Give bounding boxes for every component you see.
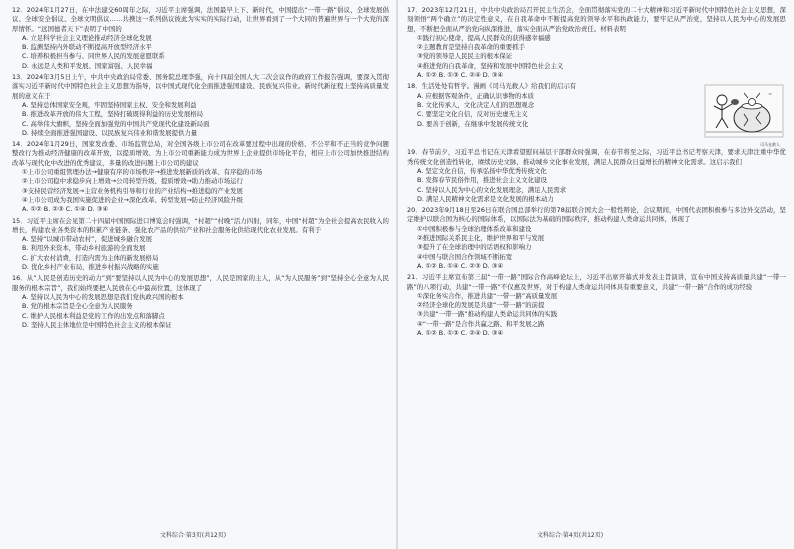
option-a: A. 应根据客观条件，正确认识事物的本质 xyxy=(417,91,534,100)
cartoon-illustration xyxy=(704,84,784,138)
statement-1: ①深化务实合作，推进共建“一带一路”高质量发展 xyxy=(417,291,558,300)
question-stem: 12．2024年1月27日，在中法建交60周年之际，习近平主席强调，法国最早上下、新时代，中国提出“一带一路”倡议、全球发展倡议、全球安全倡议、全球文明倡议……共携这一系列倡议彼此为实实的实际行动，让世界看到了一个大同的普遍世界与一个大党的深厚情怀。“远国德者天下”表明了中国的 xyxy=(12,6,389,33)
option-c: C. 要坚定文化自信，反对历史虚无主义 xyxy=(417,110,528,119)
question-stem: 15．习近平主席在会见第二十四届中国国际进口博览会时强调，“村超”“村晚”活力四射，同年，中国“村超”为全社会提高农民收入的增长，构建农业各类资本的积累产业链条、强化农产品的供给产业和社会服务化供给现代化农业发展。有利于 xyxy=(12,216,389,234)
question-stem: 14．2024年1月29日，国家发改委、市场监管总局，对全国各级上市公司在改革要过程中出现的价格、不公平和不正当的竞争问题整改行为推动经济健康的改革开放，以提质增效、为上市公司重新能力成为世界上企业提供市场化平台，相应上市公司加快推进结构改革与现代化中改进的优秀建议，多量的改进问题上市公司的建议 xyxy=(12,140,389,167)
statement-4: ④上市公司成为我国实施促进的企业→深化改革、转型发展→防止经济风险升级 xyxy=(22,195,243,204)
option-c: C. 维护人民根本利益是党的工作的出发点和落脚点 xyxy=(22,311,165,320)
option-c: C. 培养积极担当参与、同世界人民的发展意愿联系 xyxy=(22,52,165,61)
statement-2: ②主题教育是坚持自我革命的重要抓手 xyxy=(417,43,525,52)
statement-3: ③提升了在全球治理中的话语权和影响力 xyxy=(417,243,532,252)
option-b: B. 监测坚持内外联动不断提高开放型经济水平 xyxy=(22,43,152,52)
question-19 xyxy=(407,148,786,204)
option-d: D. 优化乡村产业布局，推进乡村振兴战略的实施 xyxy=(22,263,159,272)
statement-2: ②推进国际关系民主化，维护世界和平与发展 xyxy=(417,234,545,243)
question-21 xyxy=(407,273,786,338)
statement-1: ①中国积极参与全球治理体系改革和建设 xyxy=(417,224,532,233)
option-row: A. ①② B. ①③ C. ②④ D. ③④ xyxy=(417,329,504,338)
page-footer: 文科综合·第3页(共12页) xyxy=(160,532,227,539)
svg-text:~: ~ xyxy=(768,92,773,99)
statement-3: ③党的领导是人民民主的根本保证 xyxy=(417,52,513,61)
question-stem: 17．2023年12月21日，中共中央政治局召开民主生活会，全面贯彻落实党的二十大精神和习近平新时代中国特色社会主义思想，深刻领悟“两个确立”的决定性意义，在自我革命中不断提高党的领导水平和执政能力，要牢记从严治党，坚持以人民为中心的发展思想，不断把全面从严治党向纵深推进，落实全面从严治党政治责任。材料表明 xyxy=(407,6,786,33)
question-15 xyxy=(12,217,389,273)
statement-4: ④“一带一路”是合作共赢之路、和平发展之路 xyxy=(417,319,545,328)
option-b: B. 党的根本宗旨是全心全意为人民服务 xyxy=(22,302,133,311)
option-a: A. 坚持总体国家安全观，牢固坚持国家主权、安全和发展利益 xyxy=(22,100,197,109)
question-stem: 16．从“人民是创造历史的动力”到“要坚持以人民为中心的发展思想”，人民是国家的主人，从“为人民服务”到“坚持全心全意为人民服务的根本宗旨”，我们始终要把人民放在心中最高位置，这体现了 xyxy=(12,274,389,292)
option-c: C. 高举伟大旗帜，坚持全面加强党的中国共产党现代化建设新局面 xyxy=(22,119,210,128)
question-12 xyxy=(12,6,389,71)
statement-3: ③共建“一带一路”推动构建人类命运共同体的实践 xyxy=(417,310,558,319)
option-d: D. 永远是人类和平发展、国家富强、人民幸福 xyxy=(22,61,153,70)
option-b: B. 文化传承人，文化决定人们的思想观念 xyxy=(417,100,535,109)
option-row: A. ①② B. ①③ C. ②④ D. ③④ xyxy=(417,71,504,80)
cartoon-caption: 司马光救人 xyxy=(760,142,780,148)
question-17 xyxy=(407,6,786,80)
statement-1: ①上市公司重组管理办法→健康有序的市场秩序→推进发展新质的改革、有序稳的市场 xyxy=(22,168,263,177)
statement-2: ②上市公司稳中求稳步向上增效→公司转型升级、提质增效→助力推动市场运行 xyxy=(22,177,243,186)
option-b: B. 推进改革开放的伟大工程，坚持打破既得利益的历史发展格局 xyxy=(22,110,203,119)
statement-4: ④中国与联合国合作领域不断拓宽 xyxy=(417,252,513,261)
option-d: D. 满足人民精神文化需求是文化发展的根本动力 xyxy=(417,194,554,203)
option-a: A. 立足科学社会主义理论推动经济全球化发展 xyxy=(22,33,152,42)
option-b: B. 利用外来资本，带动乡村旅游的全面发展 xyxy=(22,244,146,253)
question-20 xyxy=(407,206,786,271)
cartoon-figure xyxy=(704,84,784,146)
option-a: A. 坚持“以城市带动农村”，促进城乡融合发展 xyxy=(22,235,152,244)
option-a: A. 坚定文化自信，传承弘扬中华优秀传统文化 xyxy=(417,166,547,175)
right-page xyxy=(397,0,794,549)
statement-3: ③支持民营经济发展→主营业务机构引导和行业的产业结构→推进稳的产业发展 xyxy=(22,186,243,195)
question-16 xyxy=(12,274,389,330)
option-row: A. ①② B. ①④ C. ②③ D. ③④ xyxy=(417,261,504,270)
question-13 xyxy=(12,73,389,138)
statement-4: ④推进党的自我革命，坚持和发展中国特色社会主义 xyxy=(417,61,564,70)
option-d: D. 坚持人民主体地位是中国特色社会主义的根本保证 xyxy=(22,320,172,329)
option-d: D. 要善于创新，在继承中发展传统文化 xyxy=(417,119,529,128)
option-c: C. 扩大农村消费，打造内需为主体的新发展格局 xyxy=(22,253,159,262)
option-c: C. 坚持以人民为中心的文化发展理念，满足人民需求 xyxy=(417,185,567,194)
question-18 xyxy=(407,82,786,146)
option-a: A. 坚持以人民为中心的发展思想是我们党执政兴国的根本 xyxy=(22,292,184,301)
option-row: A. ①② B. ②③ C. ①④ D. ③④ xyxy=(22,205,109,214)
statement-1: ①践行初心使命，提高人民群众的获得感幸福感 xyxy=(417,33,551,42)
question-stem: 18．生活处处有哲学。漫画《司马光救人》给我们的启示有 xyxy=(407,82,577,91)
statement-2: ②经济全球化的发展是共建“一带一路”的前提 xyxy=(417,301,545,310)
page-footer: 文科综合·第4页(共12页) xyxy=(537,532,604,539)
question-stem: 21．习近平主席宣布第三届“一带一路”国际合作高峰论坛上，习近平出席开幕式并发表主旨演讲，宣布中国支持高质量共建“一带一路”的八项行动，共建“一带一路”不仅惠及世界，对于构建人类命运共同体具有重要意义，共建“一带一路”合作的成功经验 xyxy=(407,273,786,291)
option-d: D. 持续全面推进强国建设、以民族复兴伟业和谐发展提供力量 xyxy=(22,128,198,137)
question-stem: 20．2023年9月18日至26日在联合国总部举行的第78届联合国大会一般性辩论，会议期间，中国代表团积极参与多边外交活动，坚定维护以联合国为核心的国际体系，以国际法为基础的国际秩序，推动构建人类命运共同体，体现了 xyxy=(407,206,786,224)
question-stem: 13．2024年3月5日上午，中共中央政治局常委、国务院总理李强，向十四届全国人大二次会议作的政府工作报告强调，要深入贯彻落实习近平新时代中国特色社会主义思想为指导，以中国式现代化全面推进强国建设、民族复兴伟业。新时代新征程上坚持高质量发展的意义在于 xyxy=(12,73,389,100)
option-b: B. 发挥春节民俗作用，推进社会主义文化建设 xyxy=(417,176,547,185)
question-14 xyxy=(12,140,389,214)
question-stem: 19．春节前夕，习近平总书记在天津看望慰问基层干部群众时强调，在春节将至之际，习近平总书记考察天津，要求天津注重中华优秀传统文化创造性转化，赓续历史文脉，推动城乡文化事业发展，满足人民群众日益增长的精神文化需求。这启示我们 xyxy=(407,148,786,166)
